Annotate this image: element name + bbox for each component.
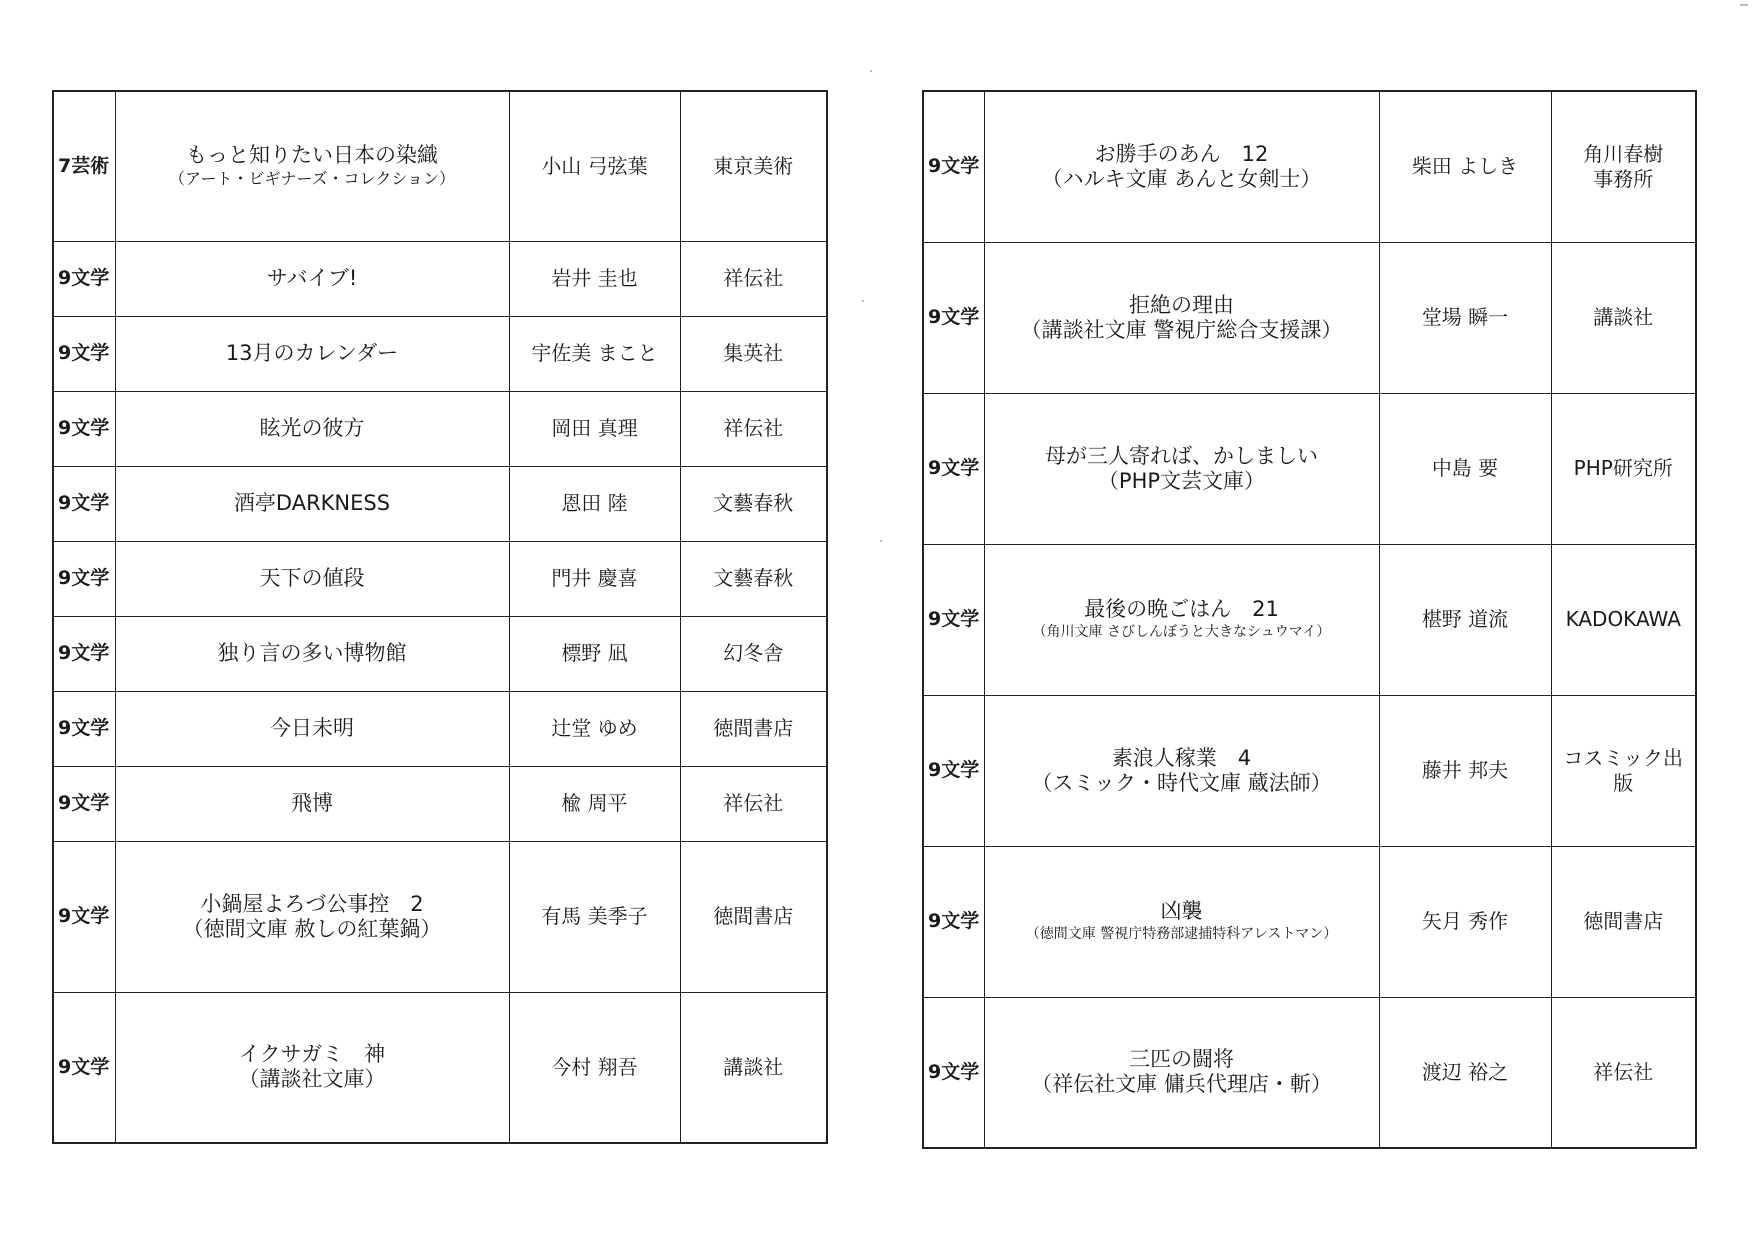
category-cell: 9文学 [923, 997, 984, 1148]
publisher-cell [680, 616, 827, 691]
publisher-name: PHP研究所 [1573, 456, 1673, 480]
book-row [53, 616, 827, 691]
book-subtitle: （徳間文庫 赦しの紅葉鍋） [182, 916, 442, 941]
book-row [53, 391, 827, 466]
scan-speck [862, 300, 864, 302]
publisher-name: 幻冬舎 [723, 641, 784, 665]
category-cell: 9文学 [923, 242, 984, 393]
publisher-cell [1551, 695, 1696, 846]
book-row [923, 242, 1696, 393]
publisher-name: 集英社 [723, 341, 784, 365]
title-cell [115, 766, 509, 841]
category-cell: 7芸術 [53, 91, 115, 241]
title-cell [115, 241, 509, 316]
book-row [53, 466, 827, 541]
book-row [53, 541, 827, 616]
book-row [53, 766, 827, 841]
title-cell [984, 393, 1379, 544]
category-cell: 9文学 [923, 846, 984, 997]
book-subtitle: （アート・ビギナーズ・コレクション） [168, 168, 456, 188]
publisher-cell [680, 391, 827, 466]
title-cell [115, 91, 509, 241]
book-row [923, 997, 1696, 1148]
book-title: 素浪人稼業 4 [1111, 745, 1252, 770]
title-cell [115, 616, 509, 691]
publisher-name: 祥伝社 [723, 416, 784, 440]
publisher-cell [680, 691, 827, 766]
author-cell: 堂場 瞬一 [1379, 242, 1551, 393]
title-cell [984, 91, 1379, 242]
publisher-cell [680, 466, 827, 541]
title-cell [984, 997, 1379, 1148]
book-title: 13月のカレンダー [225, 341, 399, 365]
book-row [923, 695, 1696, 846]
book-title: 三匹の闘将 [1129, 1047, 1234, 1072]
book-row [53, 316, 827, 391]
title-cell [115, 992, 509, 1143]
book-title: 酒亭DARKNESS [233, 491, 391, 515]
author-cell: 今村 翔吾 [509, 992, 680, 1143]
book-list-table-right [922, 90, 1697, 1149]
book-row [923, 846, 1696, 997]
publisher-cell [1551, 544, 1696, 695]
publisher-name: 徳間書店 [1583, 909, 1664, 933]
publisher-name: 祥伝社 [723, 791, 784, 815]
scan-speck [1740, 4, 1748, 6]
title-cell [115, 316, 509, 391]
publisher-name: KADOKAWA [1565, 607, 1681, 631]
publisher-name: コスミック出版 [1563, 745, 1684, 795]
category-cell: 9文学 [53, 541, 115, 616]
title-cell [115, 541, 509, 616]
title-cell [115, 691, 509, 766]
author-cell: 小山 弓弦葉 [509, 91, 680, 241]
book-title: お勝手のあん 12 [1094, 141, 1269, 166]
publisher-name: 徳間書店 [713, 904, 794, 928]
publisher-cell [680, 841, 827, 992]
author-cell: 楡 周平 [509, 766, 680, 841]
author-cell: 標野 凪 [509, 616, 680, 691]
book-title: 天下の値段 [259, 566, 365, 590]
book-title: 眩光の彼方 [259, 416, 365, 440]
category-cell: 9文学 [53, 241, 115, 316]
publisher-name: 文藝春秋 [713, 566, 794, 590]
title-cell [115, 841, 509, 992]
author-cell: 有馬 美季子 [509, 841, 680, 992]
author-cell: 岩井 圭也 [509, 241, 680, 316]
category-cell: 9文学 [53, 766, 115, 841]
book-title: 小鍋屋よろづ公事控 2 [200, 891, 424, 916]
book-title: サバイブ! [266, 266, 358, 290]
author-cell: 岡田 真理 [509, 391, 680, 466]
book-row [53, 841, 827, 992]
author-cell: 門井 慶喜 [509, 541, 680, 616]
publisher-cell [680, 241, 827, 316]
category-cell: 9文学 [53, 691, 115, 766]
author-cell: 椹野 道流 [1379, 544, 1551, 695]
book-subtitle: （スミック・時代文庫 蔵法師） [1031, 770, 1332, 795]
author-cell: 恩田 陸 [509, 466, 680, 541]
author-cell: 渡辺 裕之 [1379, 997, 1551, 1148]
publisher-name: 祥伝社 [1593, 1059, 1654, 1084]
publisher-cell [680, 316, 827, 391]
category-cell: 9文学 [53, 616, 115, 691]
publisher-name: 東京美術 [713, 153, 794, 178]
book-subtitle: （PHP文芸文庫） [1097, 468, 1266, 493]
author-cell: 矢月 秀作 [1379, 846, 1551, 997]
book-title: 最後の晩ごはん 21 [1084, 597, 1279, 621]
category-cell: 9文学 [53, 316, 115, 391]
publisher-cell [1551, 846, 1696, 997]
book-title: 飛博 [291, 791, 333, 815]
book-title: 凶襲 [1160, 899, 1203, 923]
book-row [53, 241, 827, 316]
category-cell: 9文学 [53, 466, 115, 541]
scan-speck [880, 540, 882, 542]
publisher-name: 角川春樹 [1583, 141, 1664, 166]
title-cell [115, 391, 509, 466]
publisher-name: 文藝春秋 [713, 491, 794, 515]
title-cell [984, 695, 1379, 846]
author-cell: 辻堂 ゆめ [509, 691, 680, 766]
publisher-name: 講談社 [723, 1054, 784, 1079]
title-cell [115, 466, 509, 541]
category-cell: 9文学 [923, 544, 984, 695]
author-cell: 柴田 よしき [1379, 91, 1551, 242]
book-title: 母が三人寄れば、かしましい [1045, 443, 1318, 468]
book-title: 独り言の多い博物館 [217, 641, 407, 665]
author-cell: 藤井 邦夫 [1379, 695, 1551, 846]
publisher-name: 事務所 [1593, 166, 1654, 191]
category-cell: 9文学 [53, 391, 115, 466]
author-cell: 中島 要 [1379, 393, 1551, 544]
title-cell [984, 846, 1379, 997]
publisher-name: 講談社 [1593, 305, 1654, 329]
book-title: 拒絶の理由 [1129, 292, 1234, 317]
book-subtitle: （徳間文庫 警視庁特務部逮捕特科アレストマン） [1025, 926, 1338, 942]
publisher-cell [1551, 91, 1696, 242]
publisher-cell [1551, 393, 1696, 544]
category-cell: 9文学 [923, 91, 984, 242]
scan-speck [870, 70, 872, 72]
book-subtitle: （講談社文庫） [238, 1067, 386, 1092]
category-cell: 9文学 [53, 841, 115, 992]
category-cell: 9文学 [923, 393, 984, 544]
book-subtitle: （祥伝社文庫 傭兵代理店・斬） [1031, 1072, 1332, 1097]
book-list-body-left [53, 91, 827, 1143]
category-cell: 9文学 [923, 695, 984, 846]
publisher-cell [1551, 242, 1696, 393]
book-row [53, 691, 827, 766]
title-cell [984, 544, 1379, 695]
book-title: 今日未明 [270, 716, 354, 740]
book-list-table-left [52, 90, 828, 1144]
book-row [923, 91, 1696, 242]
title-cell [984, 242, 1379, 393]
publisher-cell [680, 992, 827, 1143]
publisher-name: 祥伝社 [723, 266, 784, 290]
publisher-cell [680, 541, 827, 616]
publisher-cell [680, 766, 827, 841]
book-row [923, 393, 1696, 544]
publisher-name: 徳間書店 [713, 716, 794, 740]
book-subtitle: （講談社文庫 警視庁総合支援課） [1020, 317, 1343, 342]
book-title: もっと知りたい日本の染織 [186, 142, 438, 167]
publisher-cell [680, 91, 827, 241]
book-row [53, 91, 827, 241]
publisher-cell [1551, 997, 1696, 1148]
book-row [923, 544, 1696, 695]
author-cell: 宇佐美 まこと [509, 316, 680, 391]
category-cell: 9文学 [53, 992, 115, 1143]
book-subtitle: （角川文庫 さびしんぼうと大きなシュウマイ） [1032, 624, 1331, 640]
book-list-body-right [923, 91, 1696, 1148]
book-row [53, 992, 827, 1143]
book-subtitle: （ハルキ文庫 あんと女剣士） [1041, 166, 1322, 191]
book-title: イクサガミ 神 [238, 1042, 386, 1067]
